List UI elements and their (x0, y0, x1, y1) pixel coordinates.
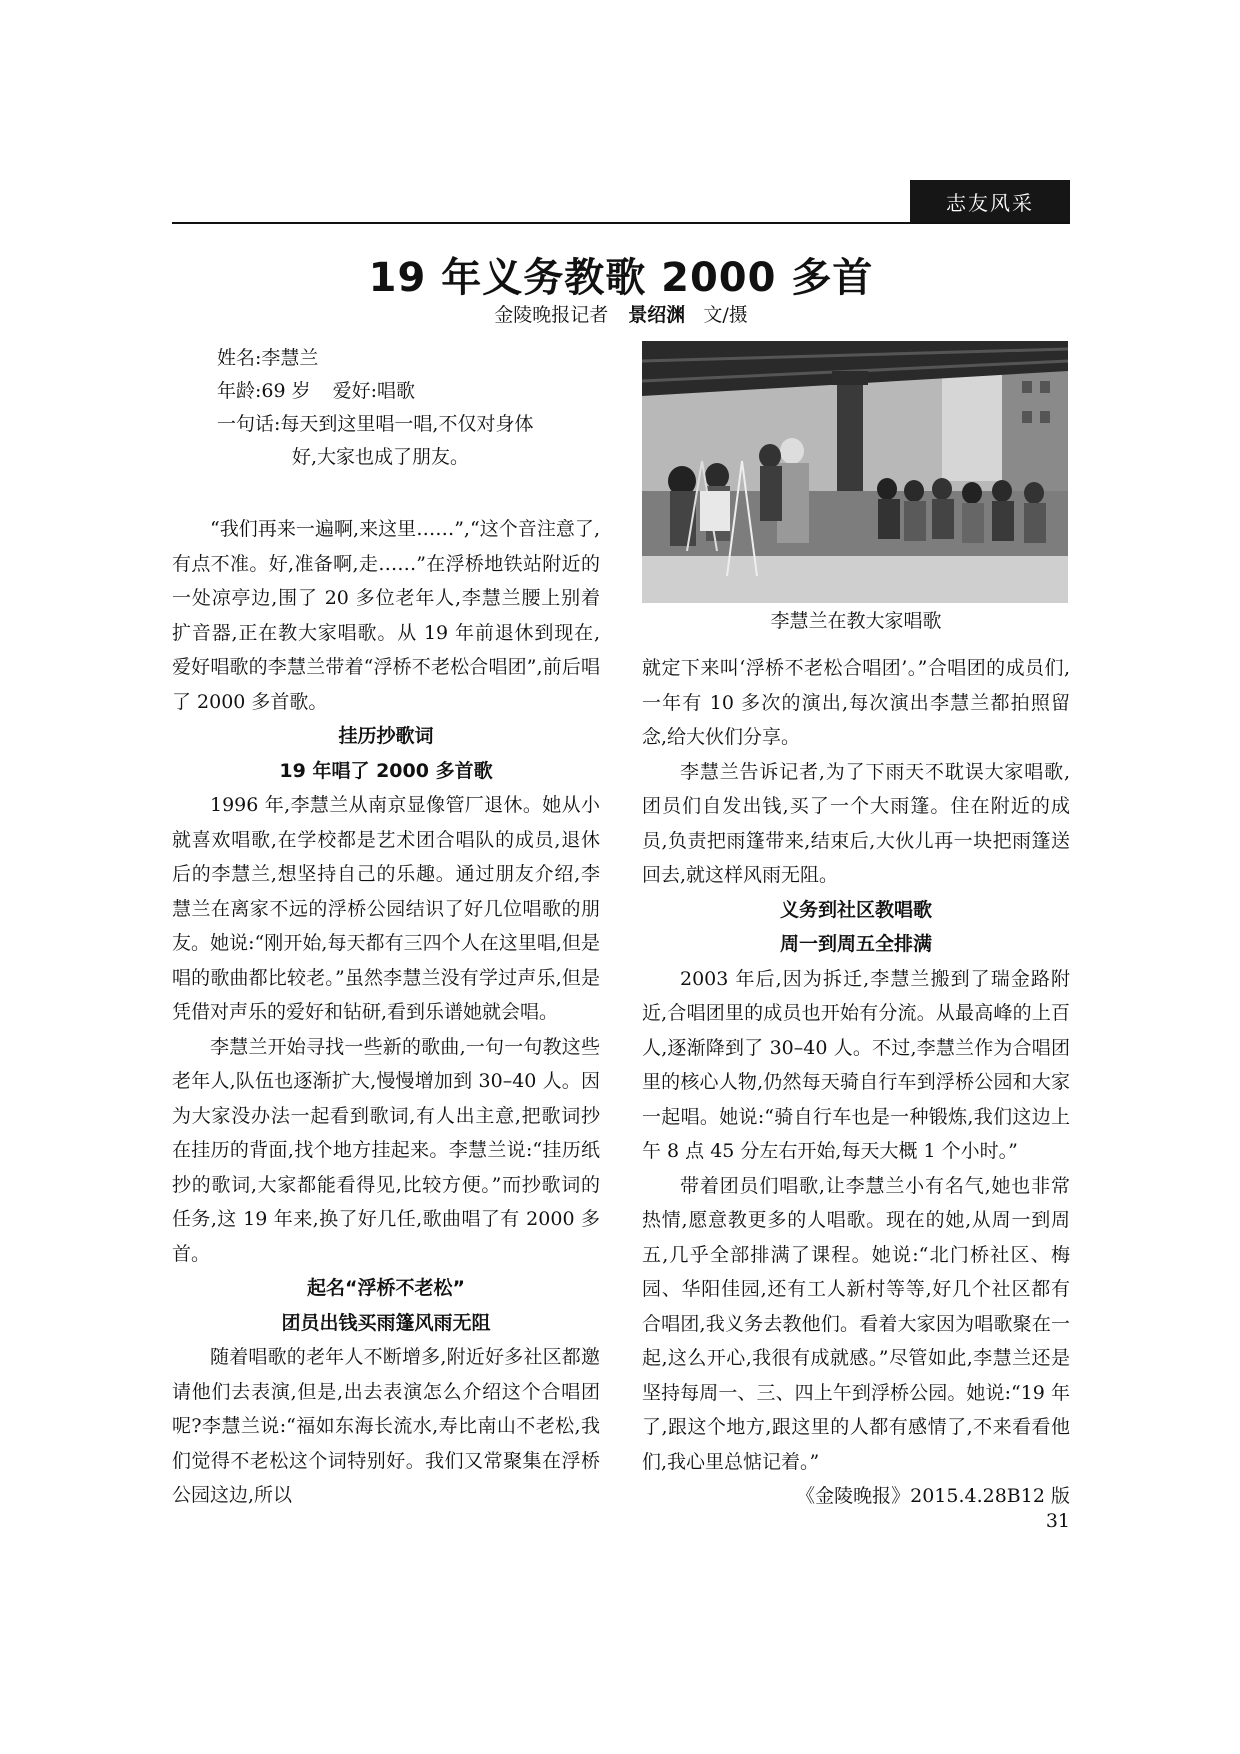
photo-caption: 李慧兰在教大家唱歌 (770, 610, 942, 632)
byline-outlet: 金陵晚报记者 (494, 304, 609, 326)
section1-paragraph-1: 1996 年,李慧兰从南京显像管厂退休。她从小就喜欢唱歌,在学校都是艺术团合唱队的成员,退休后的李慧兰,想坚持自己的乐趣。通过朋友介绍,李慧兰在离家不远的浮桥公园结识了好几位唱歌的朋友。她说:“刚开始,每天都有三四个人在这里唱,但是唱的歌曲都比较老。”虽然李慧兰没有学过声乐,但是凭借对声乐的爱好和钻研,看到乐谱她就会唱。 (172, 794, 600, 1023)
choir-photo (642, 341, 1068, 603)
subhead-3-line1: 义务到社区教唱歌 (779, 898, 932, 921)
source-citation: 《金陵晚报》2015.4.28B12 版 (796, 1485, 1070, 1507)
section3-paragraph-1: 2003 年后,因为拆迁,李慧兰搬到了瑞金路附近,合唱团里的成员也开始有分流。从最高峰的上百人,逐渐降到了 30–40 人。不过,李慧兰作为合唱团里的核心人物,仍然每天骑自行车到浮桥公园和大家一起唱。她说:“骑自行车也是一种锻炼,我们这边上午 8 点 45 分左右开始,每天大概 1 个小时。” (642, 967, 1070, 1162)
page-number: 31 (1045, 1510, 1070, 1532)
subhead-1-line2: 19 年唱了 2000 多首歌 (279, 759, 493, 782)
subhead-2-line1: 起名“浮桥不老松” (307, 1277, 465, 1299)
subhead-3-line2: 周一到周五全排满 (779, 933, 932, 955)
profile-hobby: 爱好:唱歌 (332, 380, 416, 402)
profile-box (172, 342, 600, 474)
section1-paragraph-2: 李慧兰开始寻找一些新的歌曲,一句一句教这些老年人,队伍也逐渐扩大,慢慢增加到 30–40 人。因为大家没办法一起看到歌词,有人出主意,把歌词抄在挂历的背面,找个地方挂起来。李慧兰说:“挂历纸抄的歌词,大家都能看得见,比较方便。”而抄歌词的任务,这 19 年来,换了好几任,歌曲唱了有 2000 多首。 (172, 1035, 600, 1265)
section2-paragraph-left: 随着唱歌的老年人不断增多,附近好多社区都邀请他们去表演,但是,出去表演怎么介绍这个合唱团呢?李慧兰说:“福如东海长流水,寿比南山不老松,我们觉得不老松这个词特别好。我们又常聚集在浮桥公园这边,所以 (172, 1346, 600, 1506)
profile-age: 年龄:69 岁 (217, 380, 311, 402)
profile-quote-line2: 好,大家也成了朋友。 (292, 446, 470, 468)
byline-role: 文/摄 (703, 304, 748, 326)
section3-paragraph-2: 带着团员们唱歌,让李慧兰小有名气,她也非常热情,愿意教更多的人唱歌。现在的她,从周一到周五,几乎全部排满了课程。她说:“北门桥社区、梅园、华阳佳园,还有工人新村等等,好几个社区都有合唱团,我义务去教他们。看着大家因为唱歌聚在一起,这么开心,我很有成就感。”尽管如此,李慧兰还是坚持每周一、三、四上午到浮桥公园。她说:“19 年了,跟这个地方,跟这里的人都有感情了,不来看看他们,我心里总惦记着。” (642, 1174, 1070, 1473)
profile-quote-line1: 一句话:每天到这里唱一唱,不仅对身体 (217, 413, 534, 435)
left-column (172, 342, 600, 1513)
byline (172, 300, 1070, 327)
choir-photo-illustration (642, 341, 1068, 603)
section-tag: 志友风采 (910, 180, 1070, 222)
byline-author: 景绍渊 (628, 304, 686, 326)
article-title: 19 年义务教歌 2000 多首 (368, 255, 874, 301)
profile-age-hobby (217, 375, 600, 408)
subhead-2-line2: 团员出钱买雨篷风雨无阻 (281, 1311, 491, 1334)
profile-name: 姓名:李慧兰 (217, 347, 319, 369)
right-column (642, 341, 1070, 1514)
section2-paragraph-right-1: 就定下来叫‘浮桥不老松合唱团’。”合唱团的成员们,一年有 10 多次的演出,每次演出李慧兰都拍照留念,给大伙们分享。 (642, 657, 1070, 748)
header-rule (172, 222, 1070, 224)
section2-paragraph-right-2: 李慧兰告诉记者,为了下雨天不耽误大家唱歌,团员们自发出钱,买了一个大雨篷。住在附近的成员,负责把雨篷带来,结束后,大伙儿再一块把雨篷送回去,就这样风雨无阻。 (642, 760, 1070, 886)
intro-paragraph: “我们再来一遍啊,来这里……”,“这个音注意了,有点不准。好,准备啊,走……”在浮桥地铁站附近的一处凉亭边,围了 20 多位老年人,李慧兰腰上别着扩音器,正在教大家唱歌。从 19 年前退休到现在,爱好唱歌的李慧兰带着“浮桥不老松合唱团”,前后唱了 2000 多首歌。 (172, 518, 600, 713)
subhead-1-line1: 挂历抄歌词 (338, 725, 434, 747)
